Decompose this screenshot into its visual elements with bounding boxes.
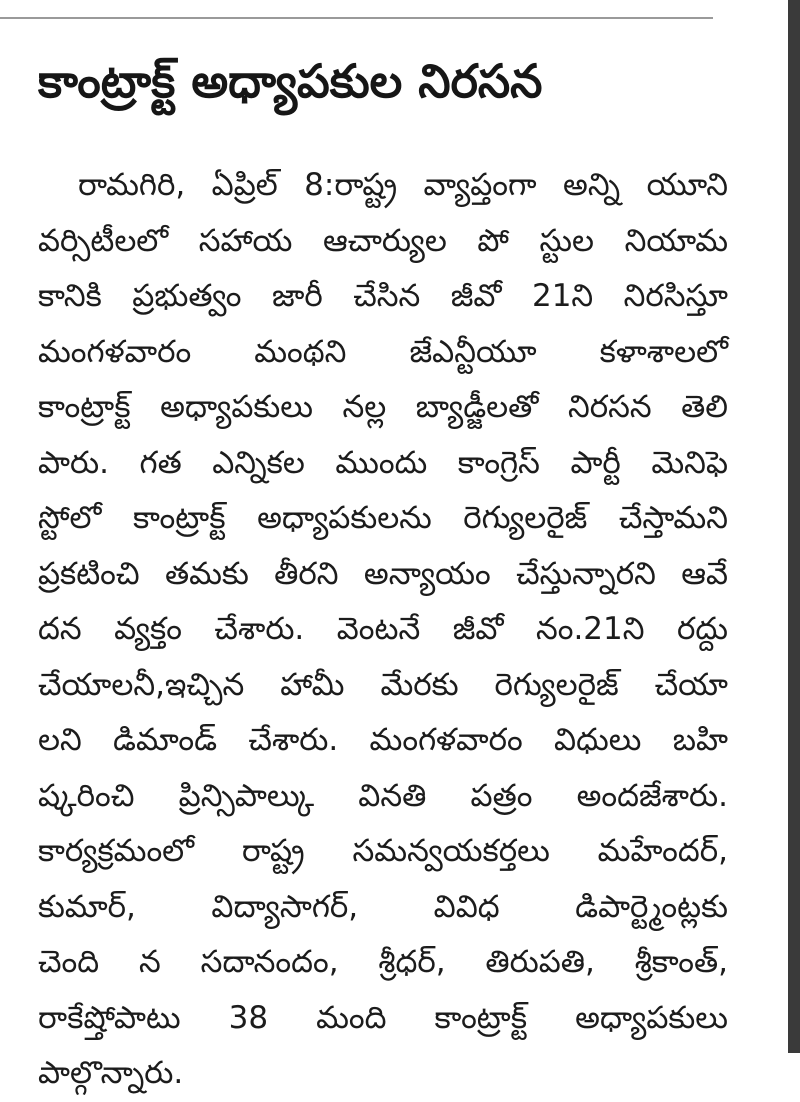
article-line: స్టోలో కాంట్రాక్ట్ అధ్యాపకులను రెగ్యులరైజ్ చేస్తామని — [38, 500, 728, 536]
article-line: దన వ్యక్తం చేశారు. వెంటనే జీవో నం.21ని రద్దు — [38, 611, 728, 647]
article-line: కాంట్రాక్ట్ అధ్యాపకులు నల్ల బ్యాడ్జీలతో నిరసన తెలి — [38, 389, 728, 425]
article-line: లని డిమాండ్ చేశారు. మంగళవారం విధులు బహి — [38, 722, 728, 758]
page-edge-border — [788, 0, 800, 1053]
article-line: రాకేష్తోపాటు 38 మంది కాంట్రాక్ట్ అధ్యాపకులు — [38, 999, 728, 1036]
article-line: చెంది న సదానందం, శ్రీధర్, తిరుపతి, శ్రీకాంత్, — [38, 944, 728, 980]
news-article — [38, 40, 728, 1102]
article-line: వర్సిటీలలో సహాయ ఆచార్యుల పో స్టుల నియామ — [38, 222, 728, 259]
article-line: రామగిరి, ఏప్రిల్ 8:రాష్ట్ర వ్యాప్తంగా అన్ని యూని — [78, 167, 728, 203]
article-line: పాల్గొన్నారు. — [38, 1055, 184, 1091]
article-body — [38, 158, 728, 1102]
article-line: ష్కరించి ప్రిన్సిపాల్కు వినతి పత్రం అందజేశారు. — [38, 777, 728, 814]
article-line: కుమార్, విద్యాసాగర్, వివిధ డిపార్ట్మెంట్లకు — [38, 888, 728, 925]
article-line: ప్రకటించి తమకు తీరని అన్యాయం చేస్తున్నారని ఆవే — [38, 555, 728, 592]
article-line: మంగళవారం మంథని జేఎన్టీయూ కళాశాలలో — [38, 333, 728, 370]
article-line: పారు. గత ఎన్నికల ముందు కాంగ్రెస్ పార్టీ మెనిఫె — [38, 444, 728, 481]
top-divider — [0, 17, 713, 19]
article-line: కార్యక్రమంలో రాష్ట్ర సమన్వయకర్తలు మహేందర్, — [38, 833, 728, 869]
article-line: చేయాలనీ,ఇచ్చిన హామీ మేరకు రెగ్యులరైజ్ చేయా — [38, 666, 728, 703]
article-headline: కాంట్రాక్ట్ అధ్యాపకుల నిరసన — [38, 54, 543, 108]
article-line: కానికి ప్రభుత్వం జారీ చేసిన జీవో 21ని నిరసిస్తూ — [38, 278, 728, 314]
